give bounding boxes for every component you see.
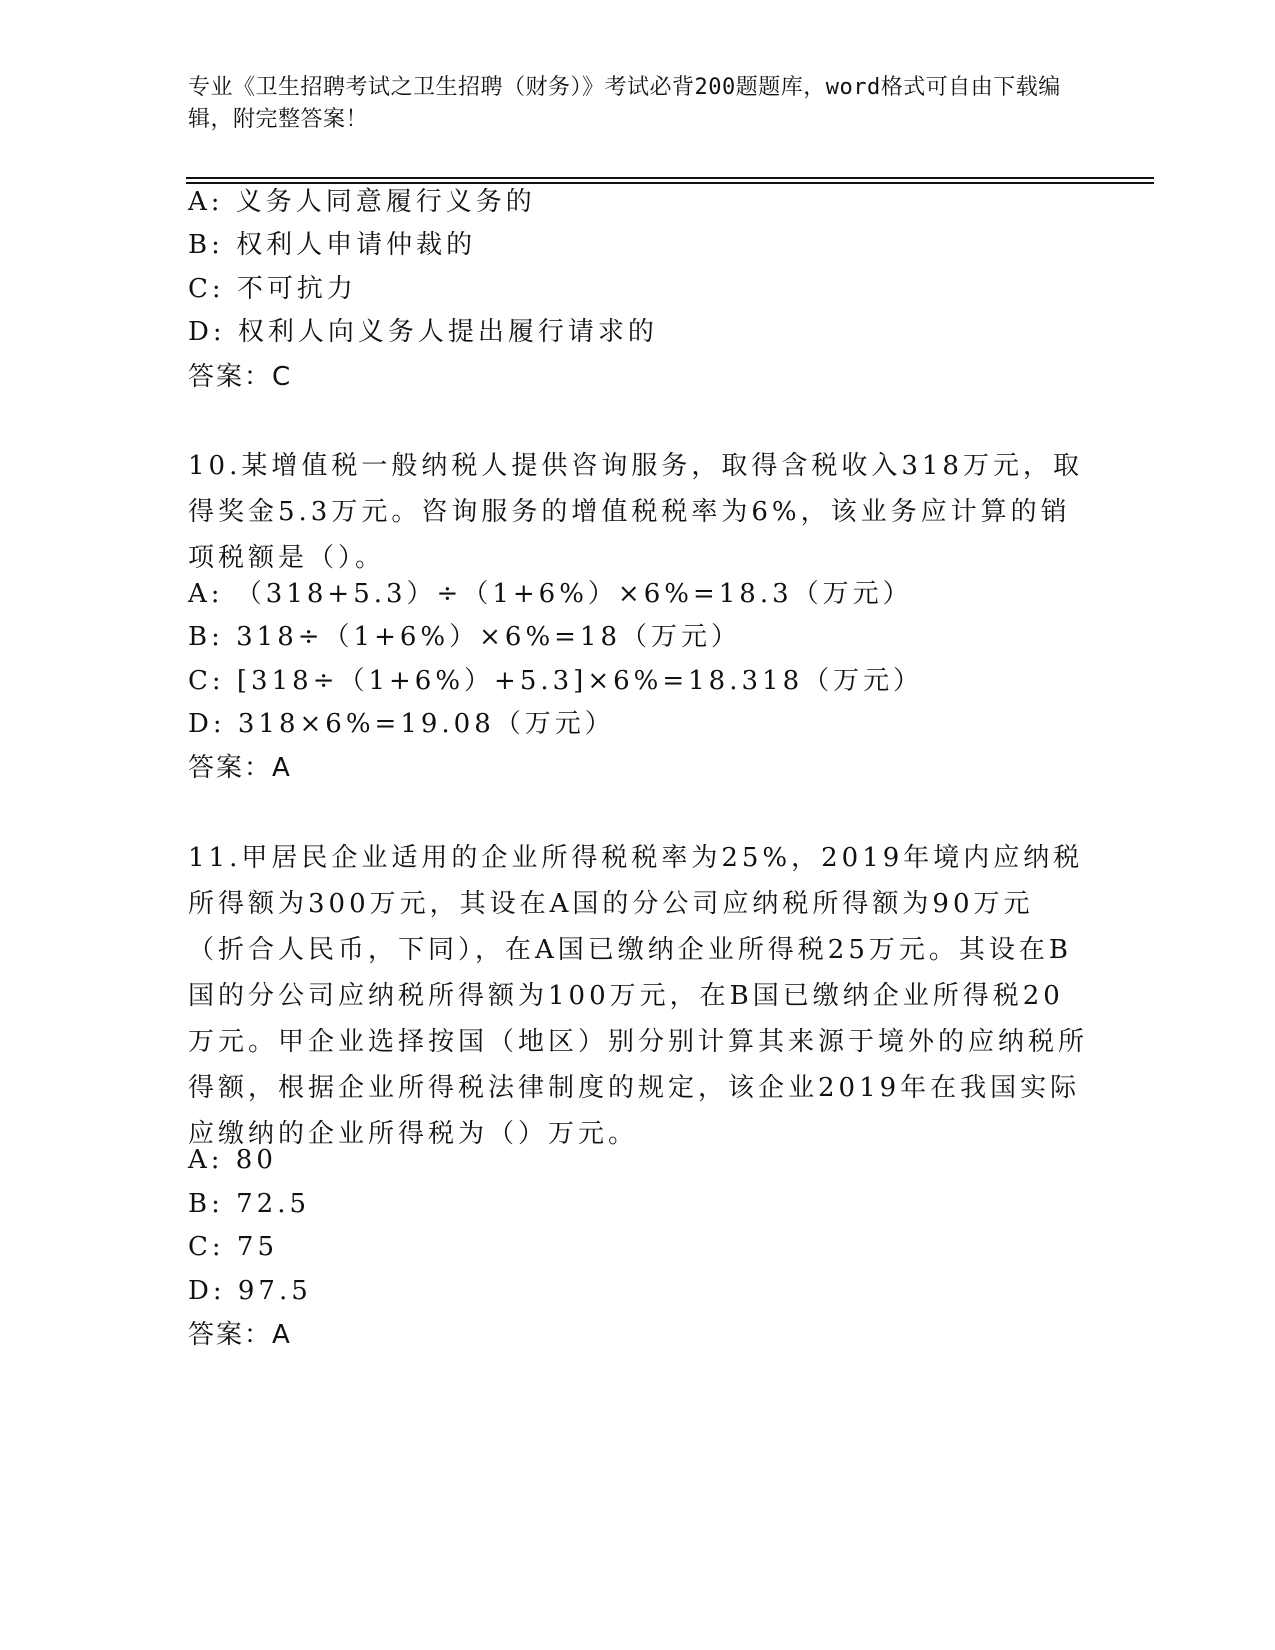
q11-stem: 11.甲居民企业适用的企业所得税税率为25%，2019年境内应纳税所得额为300万元，其设在A国的分公司应纳税所得额为90万元（折合人民币，下同），在A国已缴纳企业所得税25万元。其设在B国的分公司应纳税所得额为100万元，在B国已缴纳企业所得税20万元。甲企业选择按国（地区）别分别计算其来源于境外的应纳税所得额，根据企业所得税法律制度的规定，该企业2019年在我国实际应缴纳的企业所得税为（）万元。: [188, 843, 1089, 1149]
header-rule-bottom: [186, 182, 1154, 184]
q11-answer: 答案：A: [188, 1320, 292, 1350]
q11-option-b: B: 72.5: [188, 1189, 311, 1219]
header-rule-top: [186, 177, 1154, 179]
q10-option-c: C: [318÷（1+6%）+5.3]×6%=18.318（万元）: [188, 666, 924, 696]
q10-option-b: B: 318÷（1+6%）×6%=18（万元）: [188, 622, 742, 652]
q9-option-d: D: 权利人向义务人提出履行请求的: [188, 317, 658, 347]
q10-option-d: D: 318×6%=19.08（万元）: [188, 709, 615, 739]
q11-option-c: C: 75: [188, 1232, 279, 1262]
q9-answer: 答案：C: [188, 362, 293, 392]
q10-option-a: A: （318+5.3）÷（1+6%）×6%=18.3（万元）: [188, 579, 913, 609]
q11-option-d: D: 97.5: [188, 1276, 312, 1306]
q11-option-a: A: 80: [188, 1145, 277, 1175]
q10-stem: 10.某增值税一般纳税人提供咨询服务，取得含税收入318万元，取得奖金5.3万元。咨询服务的增值税税率为6%，该业务应计算的销项税额是（）。: [188, 451, 1083, 573]
document-header: 专业《卫生招聘考试之卫生招聘（财务）》考试必背200题题库，word格式可自由下载编辑，附完整答案！: [188, 75, 1061, 132]
q9-option-c: C: 不可抗力: [188, 274, 357, 304]
q10-answer: 答案：A: [188, 753, 292, 783]
q9-option-a: A: 义务人同意履行义务的: [188, 187, 536, 217]
q9-option-b: B: 权利人申请仲裁的: [188, 230, 477, 260]
